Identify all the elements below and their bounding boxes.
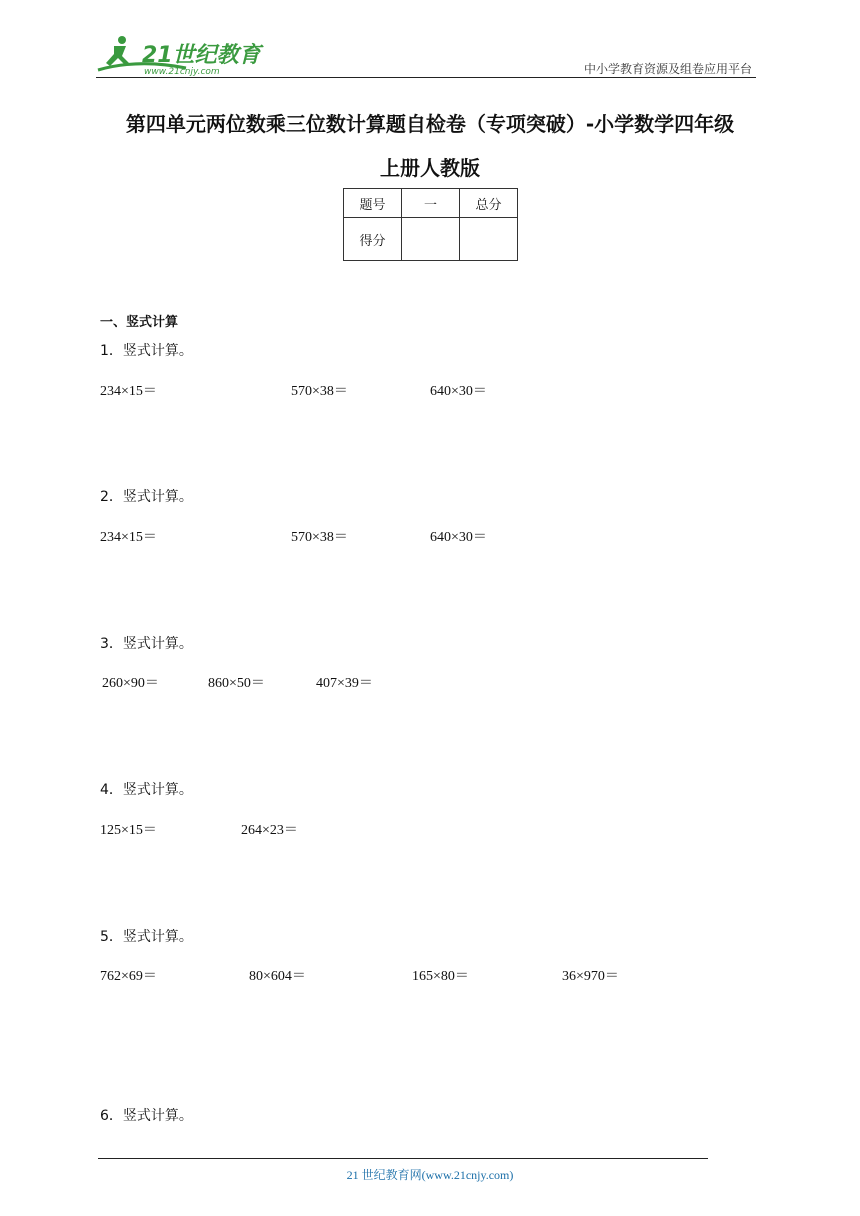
site-logo [96, 32, 266, 76]
score-header-cell: 一 [402, 189, 460, 218]
page-title-line1: 第四单元两位数乘三位数计算题自检卷（专项突破）-小学数学四年级 [125, 112, 735, 136]
svg-text:www.21cnjy.com: www.21cnjy.com [144, 67, 220, 76]
question-label: 2．竖式计算。 [100, 489, 193, 505]
question-label: 6．竖式计算。 [100, 1108, 193, 1124]
score-table [343, 188, 518, 261]
expression: 640×30＝ [430, 384, 487, 399]
expression: 125×15＝ [100, 823, 157, 838]
score-table-score-row [344, 218, 518, 261]
score-total-cell[interactable] [460, 218, 518, 261]
header-tagline: 中小学教育资源及组卷应用平台 [583, 62, 752, 76]
expression: 762×69＝ [100, 969, 157, 984]
score-header-cell: 题号 [344, 189, 402, 218]
svg-text:21世纪教育: 21世纪教育 [142, 43, 261, 68]
expression: 860×50＝ [208, 676, 265, 691]
score-header-cell: 总分 [460, 189, 518, 218]
question-label: 3．竖式计算。 [100, 636, 193, 652]
section-title: 一、竖式计算 [100, 315, 179, 330]
expression: 640×30＝ [430, 530, 487, 545]
expression: 165×80＝ [412, 969, 469, 984]
expression: 570×38＝ [291, 384, 348, 399]
expression: 234×15＝ [100, 530, 157, 545]
expression: 260×90＝ [102, 676, 159, 691]
score-table-header-row [344, 189, 518, 218]
header-divider [96, 77, 756, 78]
footer-text: 21 世纪教育网(www.21cnjy.com) [346, 1168, 514, 1182]
expression: 407×39＝ [316, 676, 373, 691]
expression: 234×15＝ [100, 384, 157, 399]
expression: 570×38＝ [291, 530, 348, 545]
expression: 80×604＝ [249, 969, 306, 984]
expression: 36×970＝ [562, 969, 619, 984]
question-label: 5．竖式计算。 [100, 929, 193, 945]
question-label: 1．竖式计算。 [100, 343, 193, 359]
footer-divider [98, 1158, 708, 1159]
question-label: 4．竖式计算。 [100, 782, 193, 798]
page-title-line2: 上册人教版 [380, 156, 480, 180]
page-header [96, 30, 756, 78]
expression: 264×23＝ [241, 823, 298, 838]
score-row-label: 得分 [344, 218, 402, 261]
score-input-cell[interactable] [402, 218, 460, 261]
